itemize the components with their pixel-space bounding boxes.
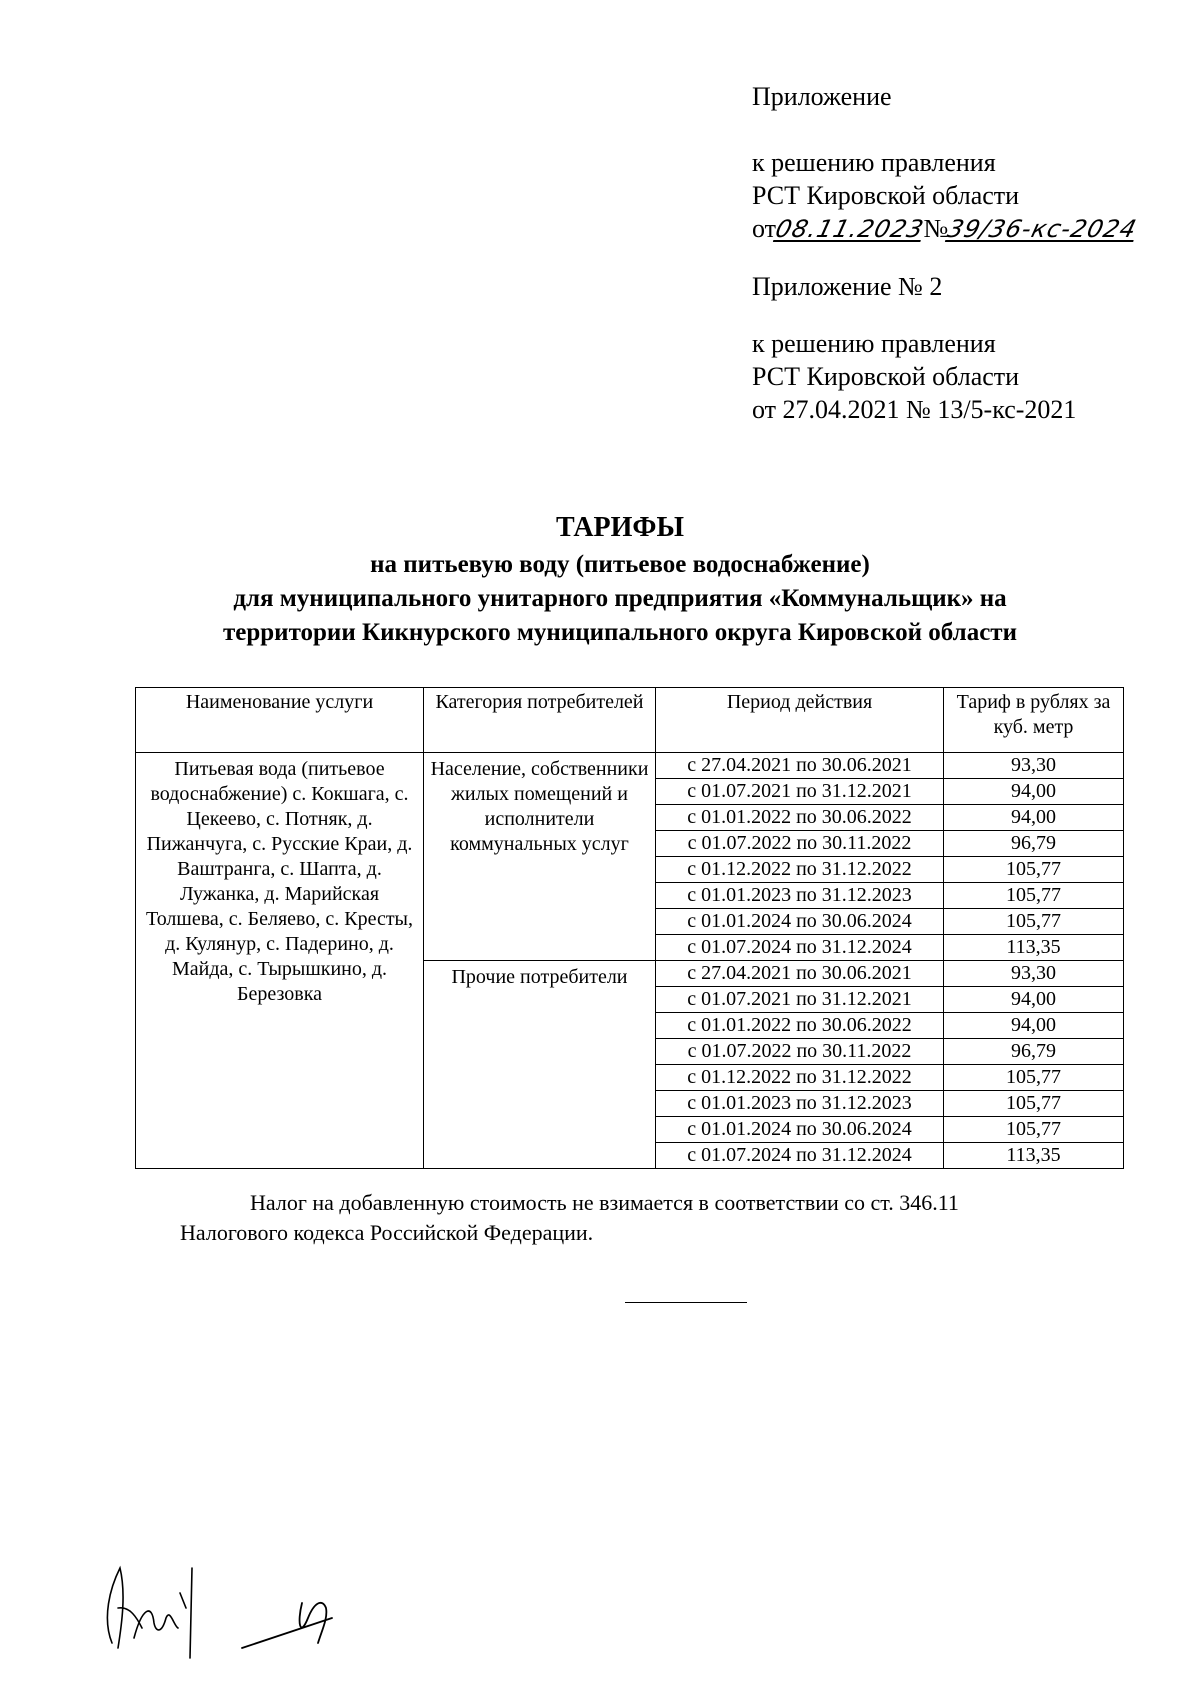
- period-cell: с 01.01.2024 по 30.06.2024: [656, 909, 944, 935]
- tariff-cell: 105,77: [944, 909, 1124, 935]
- appendix-2-label: Приложение № 2: [752, 272, 943, 301]
- period-cell: с 01.01.2022 по 30.06.2022: [656, 1013, 944, 1039]
- decision-reference: [752, 212, 1172, 246]
- document-title: [130, 508, 1110, 650]
- period-cell: с 01.01.2022 по 30.06.2022: [656, 805, 944, 831]
- period-cell: с 01.01.2023 по 31.12.2023: [656, 883, 944, 909]
- period-cell: с 01.01.2024 по 30.06.2024: [656, 1117, 944, 1143]
- vat-note-line-2: Налогового кодекса Российской Федерации.: [180, 1220, 594, 1245]
- tariff-cell: 105,77: [944, 1065, 1124, 1091]
- period-cell: с 01.12.2022 по 31.12.2022: [656, 857, 944, 883]
- tariff-cell: 94,00: [944, 805, 1124, 831]
- tariff-cell: 105,77: [944, 857, 1124, 883]
- decision-line-1: к решению правления: [752, 148, 996, 177]
- tariff-cell: 113,35: [944, 1143, 1124, 1169]
- decision-line-2: РСТ Кировской области: [752, 181, 1020, 210]
- table-header-row: [136, 688, 1124, 753]
- tariff-cell: 93,30: [944, 753, 1124, 779]
- tariff-cell: 105,77: [944, 883, 1124, 909]
- tariff-cell: 113,35: [944, 935, 1124, 961]
- vat-note-line-1: Налог на добавленную стоимость не взимается в соответствии со ст. 346.11: [250, 1190, 959, 1215]
- ref-prefix: от: [752, 214, 777, 243]
- ref-number-sign: №: [923, 214, 949, 243]
- period-cell: с 01.07.2024 по 31.12.2024: [656, 1143, 944, 1169]
- service-name-cell: Питьевая вода (питьевое водоснабжение) с. Кокшага, с. Цекеево, с. Потняк, д. Пижанчуга, с. Русские Краи, д. Ваштранга, с. Шапта, д. Лужанка, д. Марийская Толшева, с. Беляево, с. Кресты, д. Кулянур, с. Падерино, д. Майда, с. Тырышкино, д. Березовка: [136, 753, 424, 1169]
- period-cell: с 01.12.2022 по 31.12.2022: [656, 1065, 944, 1091]
- period-cell: с 01.01.2023 по 31.12.2023: [656, 1091, 944, 1117]
- category-cell-other: Прочие потребители: [424, 961, 656, 1169]
- header-tariff: Тариф в рублях за куб. метр: [944, 688, 1124, 753]
- period-cell: с 01.07.2024 по 31.12.2024: [656, 935, 944, 961]
- period-cell: с 01.07.2021 по 31.12.2021: [656, 987, 944, 1013]
- period-cell: с 01.07.2022 по 30.11.2022: [656, 831, 944, 857]
- category-cell-population: Население, собственники жилых помещений и исполнители коммунальных услуг: [424, 753, 656, 961]
- decision-2-line-1: к решению правления: [752, 329, 996, 358]
- end-divider: [625, 1302, 747, 1303]
- period-cell: с 27.04.2021 по 30.06.2021: [656, 753, 944, 779]
- period-cell: с 01.07.2022 по 30.11.2022: [656, 1039, 944, 1065]
- signature-image: [82, 1548, 382, 1668]
- ref-number-handwritten: 39/36-кс-2024: [944, 215, 1141, 243]
- tariff-cell: 94,00: [944, 1013, 1124, 1039]
- header-service: Наименование услуги: [136, 688, 424, 753]
- header-period: Период действия: [656, 688, 944, 753]
- title-line-3: территории Кикнурского муниципального округа Кировской области: [222, 619, 1017, 646]
- title-line-2: для муниципального унитарного предприятия «Коммунальщик» на: [233, 585, 1007, 612]
- table-row: [136, 753, 1124, 779]
- header-category: Категория потребителей: [424, 688, 656, 753]
- decision-2-line-2: РСТ Кировской области: [752, 362, 1020, 391]
- signature-stroke-1: [107, 1568, 192, 1658]
- tariff-cell: 105,77: [944, 1117, 1124, 1143]
- period-cell: с 01.07.2021 по 31.12.2021: [656, 779, 944, 805]
- appendix-label: Приложение: [752, 82, 892, 111]
- period-cell: с 27.04.2021 по 30.06.2021: [656, 961, 944, 987]
- tariff-cell: 94,00: [944, 779, 1124, 805]
- tariff-table: [135, 687, 1124, 1169]
- vat-note: [180, 1188, 1122, 1248]
- tariff-cell: 94,00: [944, 987, 1124, 1013]
- appendix-header: [752, 80, 1172, 426]
- tariff-cell: 96,79: [944, 1039, 1124, 1065]
- tariff-cell: 105,77: [944, 1091, 1124, 1117]
- signature-stroke-2: [242, 1603, 332, 1648]
- title-line-1: на питьевую воду (питьевое водоснабжение): [370, 551, 870, 578]
- tariff-cell: 93,30: [944, 961, 1124, 987]
- decision-2-reference: от 27.04.2021 № 13/5-кс-2021: [752, 395, 1077, 424]
- tariff-cell: 96,79: [944, 831, 1124, 857]
- ref-date-handwritten: 08.11.2023: [772, 215, 928, 243]
- title-main: ТАРИФЫ: [556, 512, 684, 543]
